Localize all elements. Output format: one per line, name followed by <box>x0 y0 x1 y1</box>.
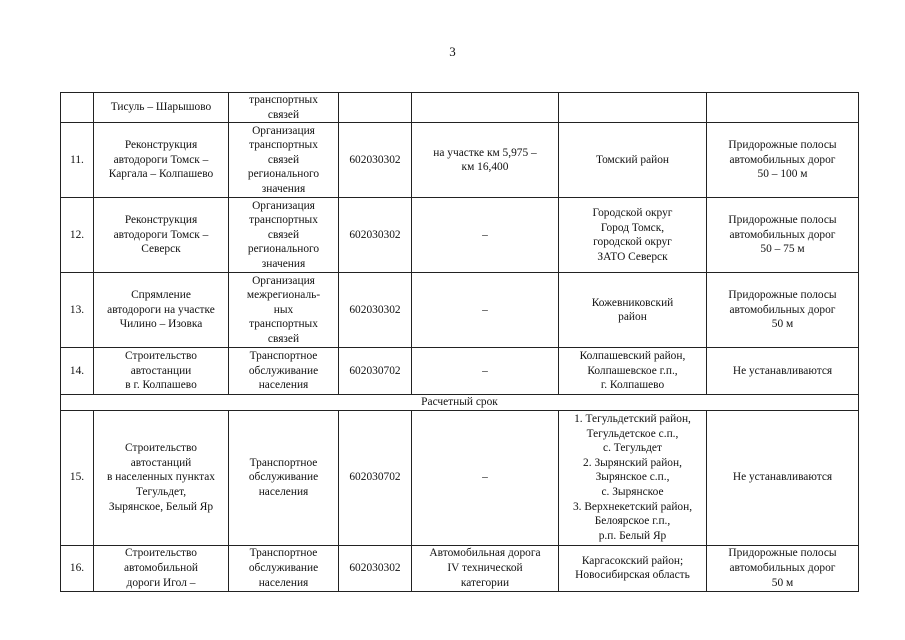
characteristics-text: Автомобильная дорога IV технической категории <box>429 547 541 589</box>
object-name-cell <box>94 123 229 198</box>
characteristics-text: – <box>482 228 488 241</box>
purpose-cell <box>229 273 339 348</box>
zone-cell <box>707 273 859 348</box>
zone-text: Придорожные полосы автомобильных дорог 50 м <box>728 289 837 331</box>
table-row <box>61 93 859 123</box>
characteristics-cell <box>412 123 559 198</box>
location-text: Кожевниковский район <box>591 296 674 324</box>
row-number-text: 16. <box>69 561 85 574</box>
zone-text: Придорожные полосы автомобильных дорог 50 – 100 м <box>728 139 837 181</box>
row-number-cell <box>61 348 94 395</box>
zone-cell <box>707 198 859 273</box>
location-cell <box>559 348 707 395</box>
table-row <box>61 545 859 591</box>
code-text: 602030702 <box>349 364 401 377</box>
zone-cell <box>707 123 859 198</box>
purpose-cell <box>229 198 339 273</box>
location-cell <box>559 123 707 198</box>
objects-table <box>60 92 859 592</box>
characteristics-text: на участке км 5,975 – км 16,400 <box>433 146 537 174</box>
row-number-text: 12. <box>69 228 85 241</box>
row-number-text: 13. <box>69 303 85 316</box>
row-number-cell <box>61 93 94 123</box>
purpose-text: Транспортное обслуживание населения <box>248 456 319 499</box>
object-name-text: Спрямление автодороги на участке Чилино – Изовка <box>107 289 215 331</box>
page-number: 3 <box>449 44 456 59</box>
location-cell <box>559 93 707 123</box>
zone-text: Не устанавливаются <box>732 471 833 484</box>
characteristics-cell <box>412 410 559 545</box>
characteristics-cell <box>412 545 559 591</box>
purpose-cell <box>229 348 339 395</box>
purpose-text: Организация транспортных связей регионального значения <box>247 124 320 196</box>
code-text: 602030302 <box>349 153 401 166</box>
code-text: 602030702 <box>349 471 401 484</box>
row-number-cell <box>61 545 94 591</box>
location-cell <box>559 545 707 591</box>
characteristics-text: – <box>482 471 488 484</box>
row-number-cell <box>61 273 94 348</box>
purpose-text: транспортных связей <box>249 94 318 121</box>
table-body <box>61 93 859 592</box>
code-cell <box>339 410 412 545</box>
code-cell <box>339 123 412 198</box>
characteristics-cell <box>412 198 559 273</box>
code-text: 602030302 <box>349 303 401 316</box>
object-name-text: Строительство автостанции в г. Колпашево <box>125 350 197 392</box>
purpose-cell <box>229 410 339 545</box>
characteristics-text: – <box>482 364 488 377</box>
table-row <box>61 348 859 395</box>
purpose-text: Организация межрегиональ- ных транспортных связей <box>246 274 321 346</box>
object-name-cell <box>94 198 229 273</box>
location-text: Каргасокский район; Новосибирская область <box>575 554 690 582</box>
object-name-cell <box>94 93 229 123</box>
object-name-text: Реконструкция автодороги Томск – Северск <box>113 214 209 256</box>
zone-text: Придорожные полосы автомобильных дорог 50 м <box>728 547 837 589</box>
location-text: Городской округ Город Томск, городской округ ЗАТО Северск <box>592 207 673 263</box>
zone-cell <box>707 410 859 545</box>
section-title: Расчетный срок <box>421 396 498 409</box>
location-cell <box>559 273 707 348</box>
section-row <box>61 395 859 411</box>
section-title-cell <box>61 395 859 411</box>
purpose-cell <box>229 93 339 123</box>
code-cell <box>339 198 412 273</box>
row-number-cell <box>61 410 94 545</box>
location-text: Колпашевский район, Колпашевское г.п., г. Колпашево <box>579 350 686 392</box>
object-name-text: Тисуль – Шарышово <box>110 101 212 114</box>
code-cell <box>339 348 412 395</box>
code-text: 602030302 <box>349 228 401 241</box>
purpose-cell <box>229 123 339 198</box>
zone-text: Придорожные полосы автомобильных дорог 50 – 75 м <box>728 214 837 256</box>
code-cell <box>339 273 412 348</box>
zone-text: Не устанавливаются <box>732 364 833 377</box>
zone-cell <box>707 93 859 123</box>
code-cell <box>339 545 412 591</box>
characteristics-cell <box>412 93 559 123</box>
object-name-cell <box>94 348 229 395</box>
table-row <box>61 410 859 545</box>
row-number-cell <box>61 123 94 198</box>
zone-cell <box>707 545 859 591</box>
row-number-text: 11. <box>70 153 84 166</box>
object-name-cell <box>94 273 229 348</box>
code-text: 602030302 <box>349 561 401 574</box>
object-name-cell <box>94 410 229 545</box>
zone-cell <box>707 348 859 395</box>
object-name-text: Строительство автомобильной дороги Игол – <box>123 547 199 589</box>
table-row <box>61 198 859 273</box>
code-cell <box>339 93 412 123</box>
location-cell <box>559 198 707 273</box>
location-text: Томский район <box>595 153 670 166</box>
characteristics-cell <box>412 348 559 395</box>
characteristics-cell <box>412 273 559 348</box>
location-cell <box>559 410 707 545</box>
purpose-text: Транспортное обслуживание населения <box>248 547 319 589</box>
row-number-text: 15. <box>69 471 85 484</box>
object-name-cell <box>94 545 229 591</box>
object-name-text: Строительство автостанций в населенных пунктах Тегульдет, Зырянское, Белый Яр <box>107 442 215 513</box>
row-number-cell <box>61 198 94 273</box>
purpose-text: Транспортное обслуживание населения <box>248 350 319 392</box>
object-name-text: Реконструкция автодороги Томск – Каргала – Колпашево <box>108 139 214 181</box>
table-row <box>61 123 859 198</box>
purpose-text: Организация транспортных связей регионального значения <box>247 199 320 271</box>
row-number-text: 14. <box>69 364 85 377</box>
table-row <box>61 273 859 348</box>
location-text: 1. Тегульдетский район, Тегульдетское с.п., с. Тегульдет 2. Зырянский район, Зырянское с.п., с. Зырянское 3. Верхнекетский район, Белоярское г.п., р.п. Белый Яр <box>572 413 693 542</box>
purpose-cell <box>229 545 339 591</box>
characteristics-text: – <box>482 303 488 316</box>
